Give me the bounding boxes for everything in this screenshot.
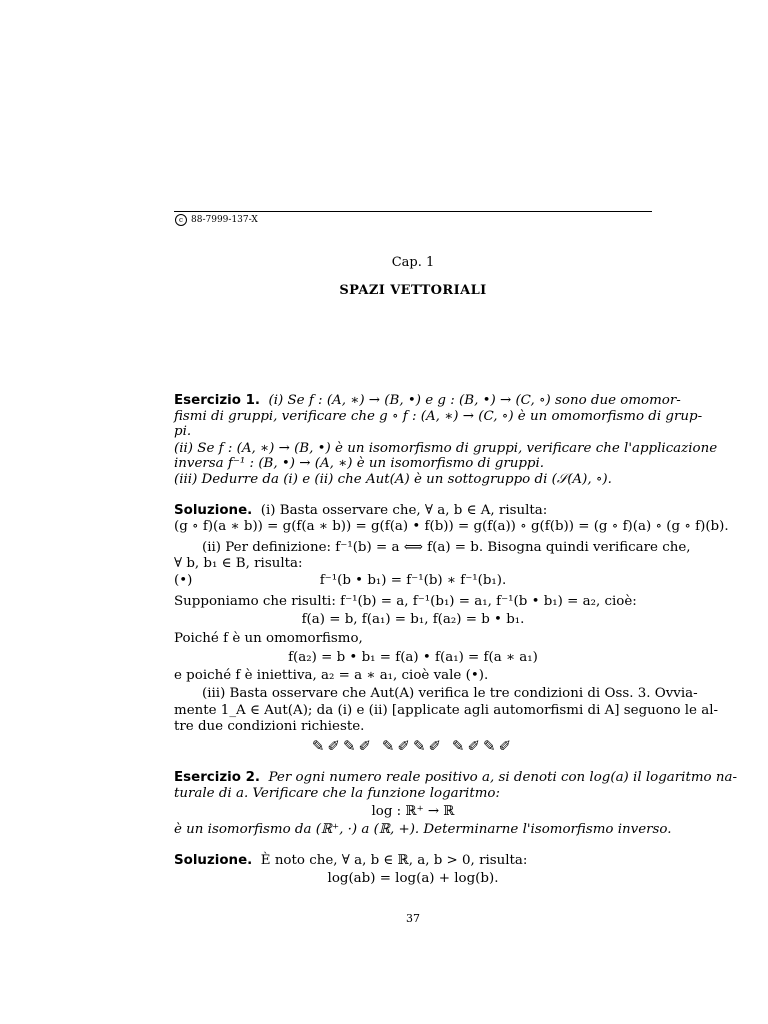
exercise2-heading: Esercizio 2.	[174, 770, 260, 785]
ornament-divider: ✎✐✎✐ ✎✐✎✐ ✎✐✎✐	[311, 737, 515, 755]
solution1-line-3: (ii) Per definizione: f⁻¹(b) = a ⟺ f(a) = b. Bisogna quindi verificare che,	[202, 540, 691, 555]
solution1-line-9: mente 1_A ∈ Aut(A); da (i) e (ii) [applicate agli automorfismi di A] seguono le al-	[174, 703, 719, 718]
solution1-line-6: Poiché f è un omomorfismo,	[174, 631, 363, 646]
exercise1-line-5: inversa f⁻¹ : (B, •) → (A, ∗) è un isomorfismo di gruppi.	[174, 456, 545, 471]
isbn-line	[175, 214, 258, 226]
solution2-line-1: Soluzione. È noto che, ∀ a, b ∈ ℝ, a, b > 0, risulta:	[174, 853, 528, 868]
solution1-line-8: (iii) Basta osservare che Aut(A) verifica le tre condizioni di Oss. 3. Ovvia-	[202, 686, 698, 701]
chapter-title: SPAZI VETTORIALI	[339, 283, 487, 298]
solution1-heading: Soluzione.	[174, 503, 253, 518]
solution1-line-2: (g ∘ f)(a ∗ b)) = g(f(a ∗ b)) = g(f(a) • f(b)) = g(f(a)) ∘ g(f(b)) = (g ∘ f)(a) ∘ (g ∘ f)(b).	[174, 519, 729, 534]
exercise1-heading: Esercizio 1.	[174, 393, 260, 408]
exercise2-line-1: Esercizio 2. Per ogni numero reale positivo a, si denoti con log(a) il logaritmo na-	[174, 770, 737, 785]
solution1-line-7: e poiché f è iniettiva, a₂ = a ∗ a₁, cioè vale (•).	[174, 668, 489, 683]
exercise1-line-2: fismi di gruppi, verificare che g ∘ f : (A, ∗) → (C, ∘) è un omomorfismo di grup-	[174, 409, 703, 424]
isbn: 88-7999-137-X	[191, 215, 258, 225]
exercise2-line-2: turale di a. Verificare che la funzione logaritmo:	[174, 786, 500, 801]
solution2-heading: Soluzione.	[174, 853, 253, 868]
exercise1-line-6: (iii) Dedurre da (i) e (ii) che Aut(A) è un sottogruppo di (𝒮(A), ∘).	[174, 472, 612, 487]
exercise1-line-3: pi.	[174, 424, 192, 439]
page-number: 37	[406, 912, 420, 925]
equation-log-property: log(ab) = log(a) + log(b).	[327, 871, 499, 886]
equation-images: f(a) = b, f(a₁) = b₁, f(a₂) = b • b₁.	[301, 612, 525, 627]
equation-bullet: f⁻¹(b • b₁) = f⁻¹(b) ∗ f⁻¹(b₁).	[319, 573, 507, 588]
equation-log-map: log : ℝ⁺ → ℝ	[371, 804, 455, 819]
equation-homomorphism: f(a₂) = b • b₁ = f(a) • f(a₁) = f(a ∗ a₁)	[288, 650, 538, 665]
header-rule	[174, 211, 652, 212]
solution1-line-5: Supponiamo che risulti: f⁻¹(b) = a, f⁻¹(b₁) = a₁, f⁻¹(b • b₁) = a₂, cioè:	[174, 594, 637, 609]
solution1-line-10: tre due condizioni richieste.	[174, 719, 365, 734]
copyright-icon: c	[175, 214, 187, 226]
exercise1-line-4: (ii) Se f : (A, ∗) → (B, •) è un isomorfismo di gruppi, verificare che l'applicazione	[174, 441, 718, 456]
equation-tag: (•)	[174, 573, 193, 588]
solution1-line-1: Soluzione. (i) Basta osservare che, ∀ a, b ∈ A, risulta:	[174, 503, 548, 518]
exercise1-line-1: Esercizio 1. (i) Se f : (A, ∗) → (B, •) e g : (B, •) → (C, ∘) sono due omomor-	[174, 393, 681, 408]
chapter-label: Cap. 1	[391, 255, 435, 270]
solution1-line-4: ∀ b, b₁ ∈ B, risulta:	[174, 556, 303, 571]
exercise2-line-3: è un isomorfismo da (ℝ⁺, ·) a (ℝ, +). Determinarne l'isomorfismo inverso.	[174, 822, 672, 837]
